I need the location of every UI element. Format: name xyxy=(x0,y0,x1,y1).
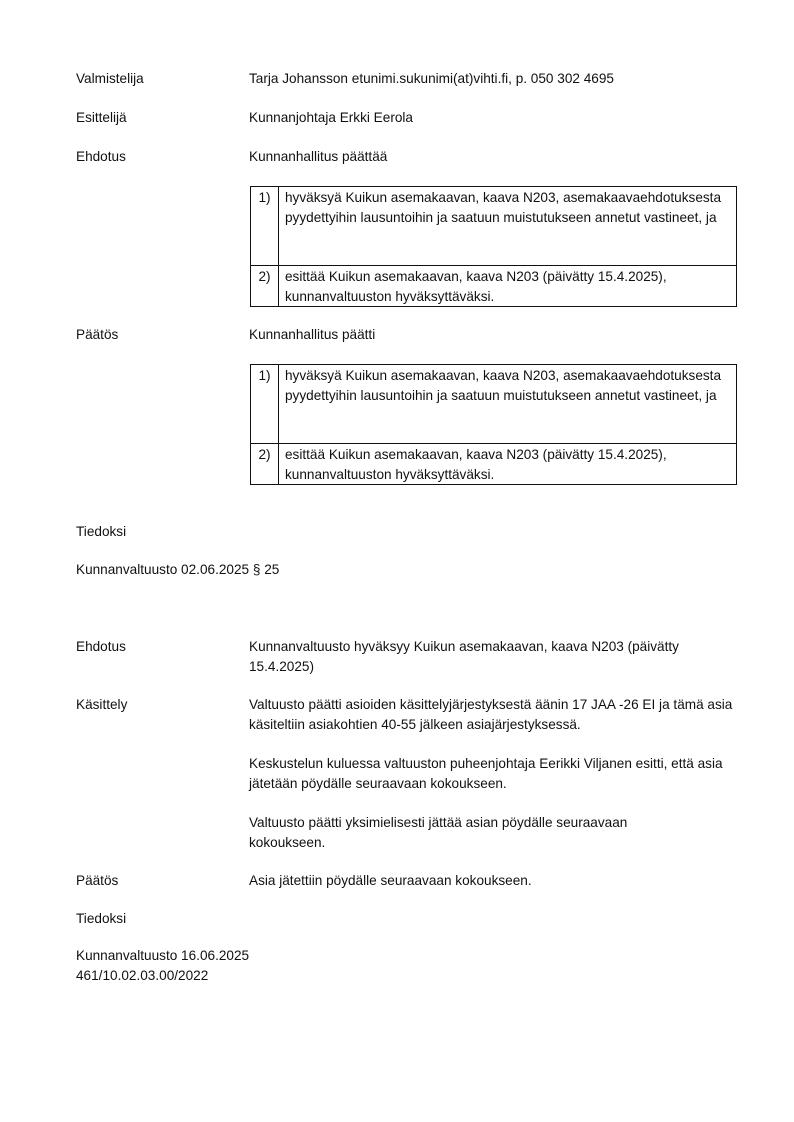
esittelija-label: Esittelijä xyxy=(76,110,127,125)
item-number: 2) xyxy=(251,266,279,307)
footer-line1: Kunnanvaltuusto 16.06.2025 xyxy=(76,948,250,963)
ehdotus-label: Ehdotus xyxy=(76,149,126,164)
item-text: esittää Kuikun asemakaavan, kaava N203 (päivätty 15.4.2025), kunnanvaltuuston hyväksyttäväksi. xyxy=(279,266,737,307)
table-row xyxy=(251,365,737,444)
paatos-value: Kunnanhallitus päätti xyxy=(249,327,376,342)
ehdotus2-label: Ehdotus xyxy=(76,639,126,654)
kasittely-paragraph: Valtuusto päätti asioiden käsittelyjärjestyksestä äänin 17 JAA -26 EI ja tämä asia käsiteltiin asiakohtien 40-55 jälkeen asiajärjestyksessä. xyxy=(249,697,733,732)
table-row xyxy=(251,444,737,485)
item-text: hyväksyä Kuikun asemakaavan, kaava N203, asemakaavaehdotuksesta pyydettyihin lausuntoihin ja saatuun muistutukseen annetut vastineet, ja xyxy=(279,365,737,444)
ehdotus2-value: Kunnanvaltuusto hyväksyy Kuikun asemakaavan, kaava N203 (päivätty 15.4.2025) xyxy=(249,639,679,674)
paatos-table xyxy=(250,364,737,485)
footer-line2: 461/10.02.03.00/2022 xyxy=(76,968,209,983)
tiedoksi2-heading: Tiedoksi xyxy=(76,911,127,926)
ehdotus-value: Kunnanhallitus päättää xyxy=(249,149,388,164)
valmistelija-value: Tarja Johansson etunimi.sukunimi(at)vihti.fi, p. 050 302 4695 xyxy=(249,71,614,86)
kasittely-label: Käsittely xyxy=(76,697,128,712)
item-number: 1) xyxy=(251,365,279,444)
esittelija-value: Kunnanjohtaja Erkki Eerola xyxy=(249,110,413,125)
valmistelija-label: Valmistelija xyxy=(76,71,144,86)
paatos2-value: Asia jätettiin pöydälle seuraavaan kokoukseen. xyxy=(249,873,532,888)
table-row xyxy=(251,266,737,307)
meeting-header: Kunnanvaltuusto 02.06.2025 § 25 xyxy=(76,562,280,577)
paatos2-label: Päätös xyxy=(76,873,119,888)
tiedoksi-heading: Tiedoksi xyxy=(76,524,127,539)
ehdotus-table xyxy=(250,186,737,307)
item-number: 2) xyxy=(251,444,279,485)
item-text: esittää Kuikun asemakaavan, kaava N203 (päivätty 15.4.2025), kunnanvaltuuston hyväksyttäväksi. xyxy=(279,444,737,485)
kasittely-paragraph: Keskustelun kuluessa valtuuston puheenjohtaja Eerikki Viljanen esitti, että asia jätetään pöydälle seuraavaan kokoukseen. xyxy=(249,756,723,791)
item-number: 1) xyxy=(251,187,279,266)
table-row xyxy=(251,187,737,266)
kasittely-text xyxy=(249,695,739,852)
item-text: hyväksyä Kuikun asemakaavan, kaava N203, asemakaavaehdotuksesta pyydettyihin lausuntoihin ja saatuun muistutukseen annetut vastineet, ja xyxy=(279,187,737,266)
kasittely-paragraph: Valtuusto päätti yksimielisesti jättää asian pöydälle seuraavaan kokoukseen. xyxy=(249,815,628,850)
paatos-label: Päätös xyxy=(76,327,119,342)
